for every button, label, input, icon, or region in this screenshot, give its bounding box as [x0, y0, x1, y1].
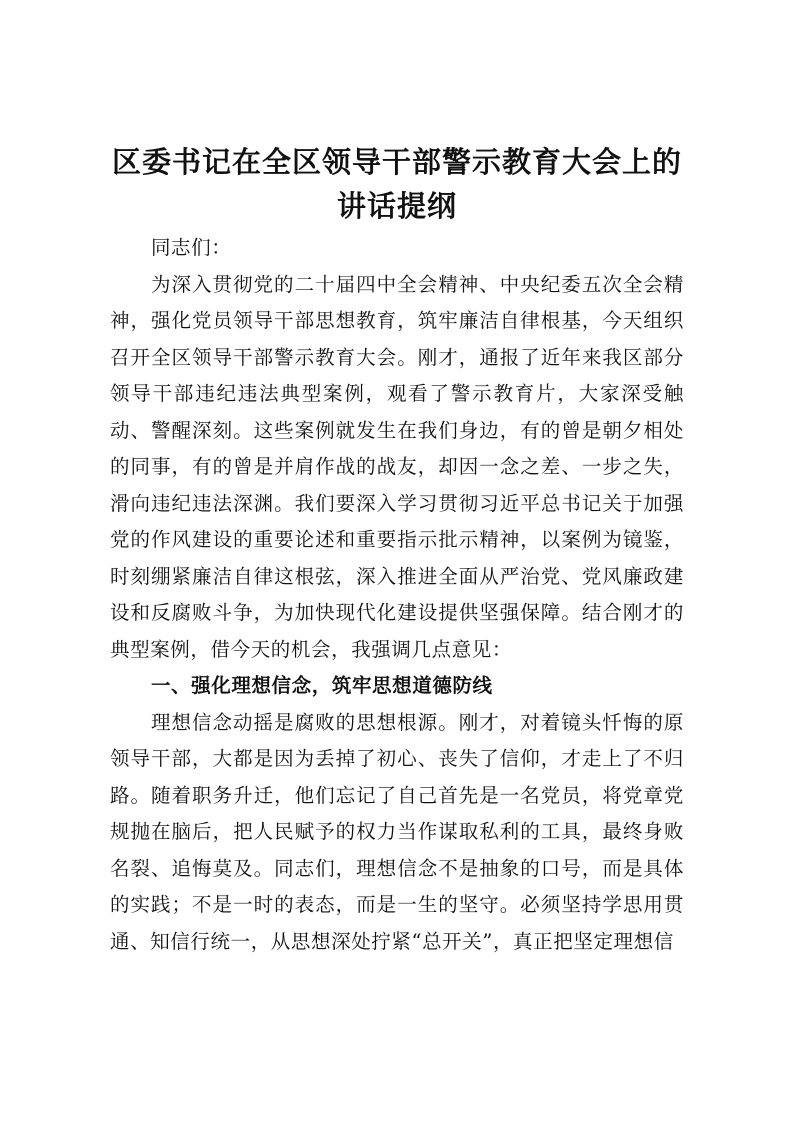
intro-paragraph: 为深入贯彻党的二十届四中全会精神、中央纪委五次全会精神，强化党员领导干部思想教育，筑牢廉洁自律根基，今天组织召开全区领导干部警示教育大会。刚才，通报了近年来我区部分领导干部违纪违法典型案例，观看了警示教育片，大家深受触动、警醒深刻。这些案例就发生在我们身边，有的曾是朝夕相处的同事，有的曾是并肩作战的战友，却因一念之差、一步之失，滑向违纪违法深渊。我们要深入学习贯彻习近平总书记关于加强党的作风建设的重要论述和重要指示批示精神，以案例为镜鉴，时刻绷紧廉洁自律这根弦，深入推进全面从严治党、党风廉政建设和反腐败斗争，为加快现代化建设提供坚强保障。结合刚才的典型案例，借今天的机会，我强调几点意见： [110, 272, 684, 661]
document-page [110, 140, 684, 960]
section-paragraph: 理想信念动摇是腐败的思想根源。刚才，对着镜头忏悔的原领导干部，大都是因为丢掉了初心、丧失了信仰，才走上了不归路。随着职务升迁，他们忘记了自己首先是一名党员，将党章党规抛在脑后，把人民赋予的权力当作谋取私利的工具，最终身败名裂、追悔莫及。同志们，理想信念不是抽象的口号，而是具体的实践；不是一时的表态，而是一生的坚守。必须坚持学思用贯通、知信行统一，从思想深处拧紧“总开关”，真正把坚定理想信 [110, 710, 684, 953]
section-heading: 一、强化理想信念，筑牢思想道德防线 [150, 674, 493, 697]
salutation: 同志们： [150, 236, 232, 259]
document-title: 区委书记在全区领导干部警示教育大会上的讲话提纲 [111, 145, 682, 223]
